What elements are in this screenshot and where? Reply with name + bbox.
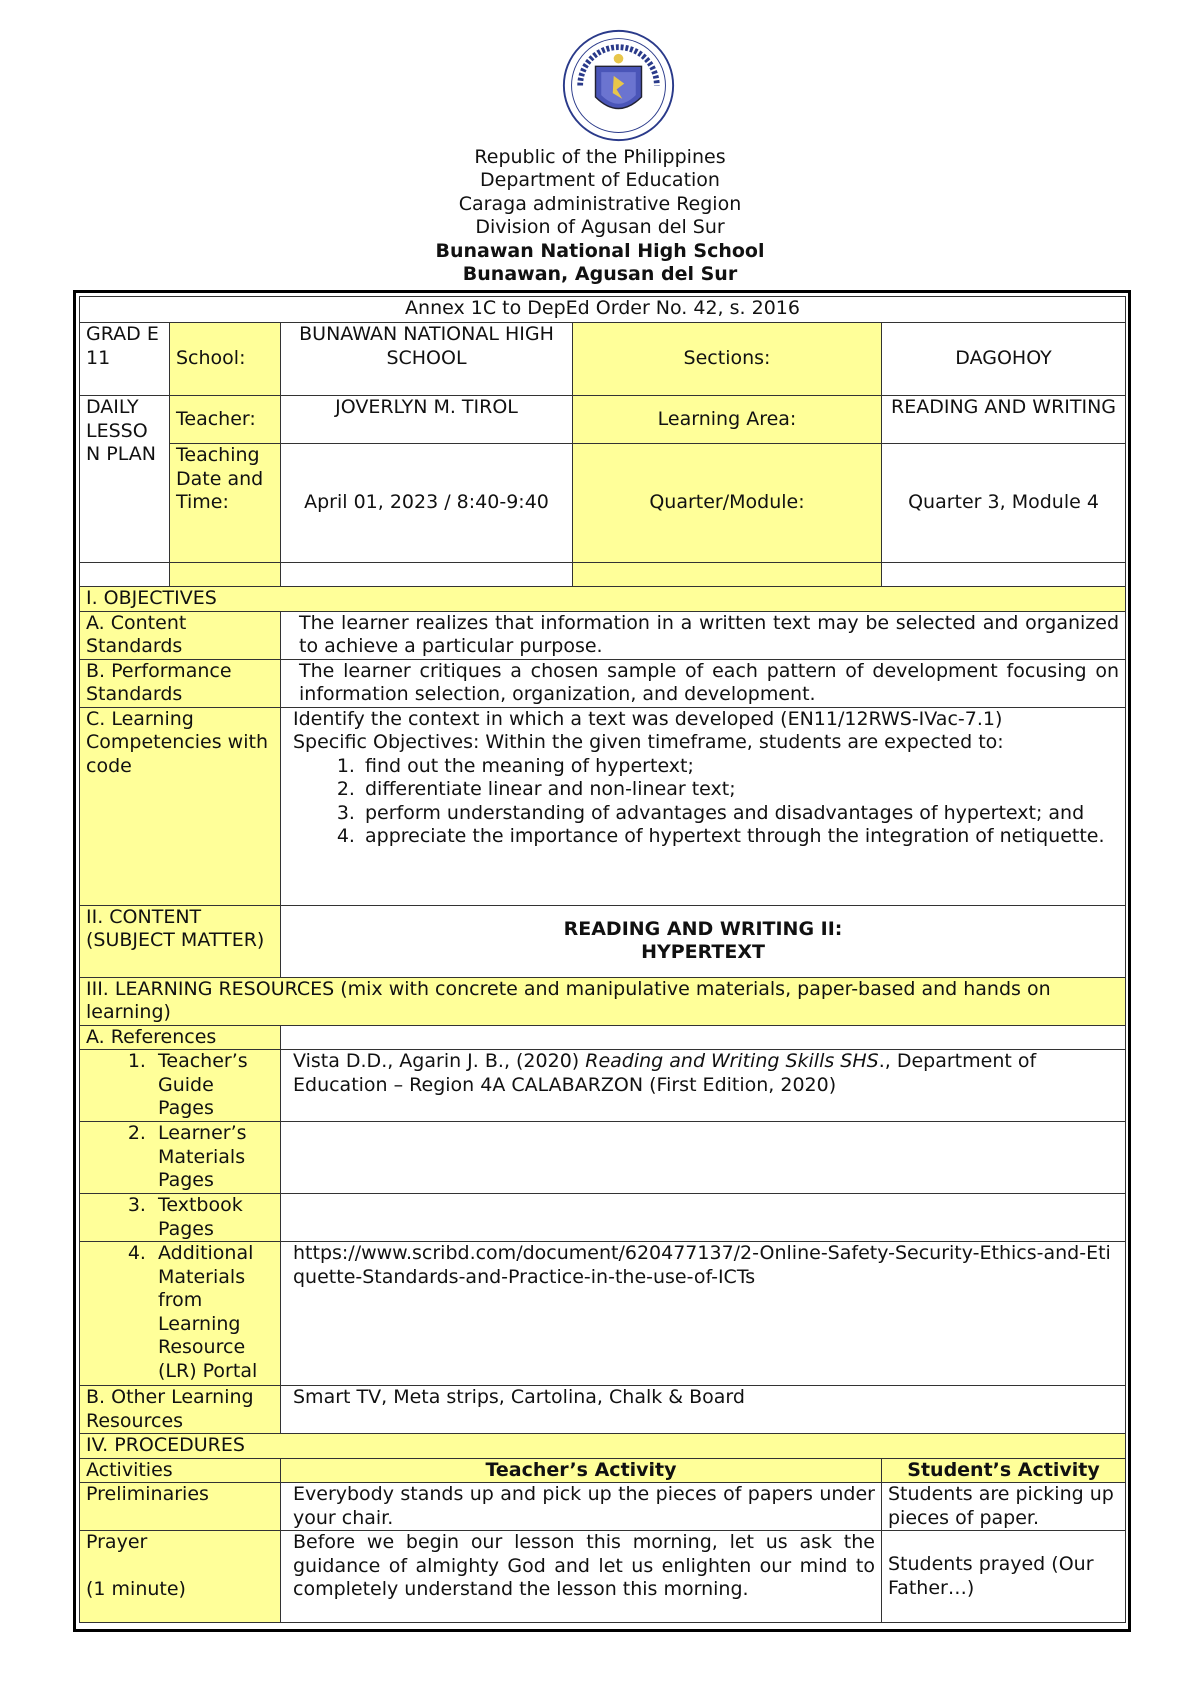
tg-pages-text [281,1050,1126,1122]
preliminaries-label: Preliminaries [80,1483,281,1531]
content-title-line: READING AND WRITING II: [563,917,843,940]
tg-citation-authors: Vista D.D., Agarin J. B., (2020) [293,1050,586,1072]
sections-label: Sections: [573,323,882,396]
teacher-value: JOVERLYN M. TIROL [281,396,573,444]
deped-seal-logo [561,28,676,143]
blank-cell [281,1122,1126,1194]
prayer-student: Students prayed (Our Father…) [882,1531,1126,1623]
learning-area-value: READING AND WRITING [882,396,1126,444]
header-line: Division of Agusan del Sur [475,216,725,239]
content-title [281,905,1126,977]
teacher-label: Teacher: [170,396,281,444]
school-label: School: [170,323,281,396]
objectives-list [293,755,1119,849]
content-standards-text: The learner realizes that information in a written text may be selected and organized to achieve a particular purpose. [281,611,1126,659]
list-item: 1. find out the meaning of hypertext; [361,755,1119,779]
competency-code-line: Identify the context in which a text was developed (EN11/12RWS-IVac-7.1) [293,707,1003,730]
school-address: Bunawan, Agusan del Sur [462,263,738,286]
lr-portal-label-cell [80,1242,281,1386]
teacher-activity-header: Teacher’s Activity [281,1458,882,1483]
list-item: 4. appreciate the importance of hypertext through the integration of netiquette. [361,825,1119,849]
content-standards-label: A. Content Standards [80,611,281,659]
school-name: Bunawan National High School [435,239,765,262]
competencies-cell [281,707,1126,905]
tg-pages-label: 1. Teacher’s Guide Pages [152,1050,274,1121]
competencies-label: C. Learning Competencies with code [80,707,281,905]
preliminaries-teacher: Everybody stands up and pick up the pieces of papers under your chair. [281,1483,882,1531]
other-resources-label: B. Other Learning Resources [80,1386,281,1434]
lr-portal-label: 4. Additional Materials from Learning Resource (LR) Portal [152,1242,274,1383]
header-line: Republic of the Philippines [474,146,726,168]
list-item: 3. perform understanding of advantages and disadvantages of hypertext; and [361,802,1119,826]
blank-cell [281,1025,1126,1050]
lr-portal-url[interactable]: https://www.scribd.com/document/620477137/2-Online-Safety-Security-Ethics-and-Etiquette-Standards-and-Practice-in-the-use-of-ICTs [281,1242,1126,1386]
quarter-value: Quarter 3, Module 4 [882,444,1126,563]
blank-cell [573,563,882,587]
lm-pages-label-cell [80,1122,281,1194]
tg-citation-publisher: ., Department of Education – Region 4A CALABARZON (First Edition, 2020) [293,1050,1037,1096]
school-value: BUNAWAN NATIONAL HIGH SCHOOL [281,323,573,396]
blank-cell [281,1194,1126,1242]
lesson-plan-table [79,296,1126,1623]
textbook-pages-label-cell [80,1194,281,1242]
datetime-label: Teaching Date and Time: [170,444,281,563]
prayer-cell [80,1531,281,1623]
header-line: Department of Education [480,169,720,192]
prayer-duration: (1 minute) [86,1577,186,1600]
content-label: II. CONTENT (SUBJECT MATTER) [80,905,281,977]
tg-pages-label-cell [80,1050,281,1122]
preliminaries-student: Students are picking up pieces of paper. [882,1483,1126,1531]
annex-title: Annex 1C to DepEd Order No. 42, s. 2016 [80,297,1126,323]
blank-cell [80,563,170,587]
learning-area-label: Learning Area: [573,396,882,444]
performance-standards-text: The learner critiques a chosen sample of each pattern of development focusing on information selection, organization, and development. [281,659,1126,707]
blank-cell [170,563,281,587]
content-title-line: HYPERTEXT [641,941,765,963]
dll-label: DAILY LESSO N PLAN [80,396,170,563]
objectives-heading: I. OBJECTIVES [80,587,1126,612]
specific-objectives-intro: Specific Objectives: Within the given timeframe, students are expected to: [293,731,1004,753]
textbook-pages-label: 3. Textbook Pages [152,1194,274,1241]
blank-cell [281,563,573,587]
list-item: 2. differentiate linear and non-linear text; [361,778,1119,802]
lm-pages-label: 2. Learner’s Materials Pages [152,1122,274,1193]
grade-label: GRAD E 11 [80,323,170,396]
header-line: Caraga administrative Region [458,192,742,215]
performance-standards-label: B. Performance Standards [80,659,281,707]
student-activity-header: Student’s Activity [882,1458,1126,1483]
learning-resources-heading: III. LEARNING RESOURCES (mix with concrete and manipulative materials, paper-based and hands on learning) [80,977,1126,1025]
sections-value: DAGOHOY [882,323,1126,396]
datetime-value: April 01, 2023 / 8:40-9:40 [281,444,573,563]
other-resources-text: Smart TV, Meta strips, Cartolina, Chalk & Board [281,1386,1126,1434]
prayer-label: Prayer [86,1531,148,1553]
procedures-heading: IV. PROCEDURES [80,1434,1126,1459]
tg-citation-title: Reading and Writing Skills SHS [585,1050,879,1072]
quarter-label: Quarter/Module: [573,444,882,563]
blank-cell [882,563,1126,587]
activities-header: Activities [80,1458,281,1483]
references-label: A. References [80,1025,281,1050]
prayer-teacher: Before we begin our lesson this morning, let us ask the guidance of almighty God and let us enlighten our mind to completely understand the lesson this morning. [281,1531,882,1623]
document-header [0,146,1200,286]
